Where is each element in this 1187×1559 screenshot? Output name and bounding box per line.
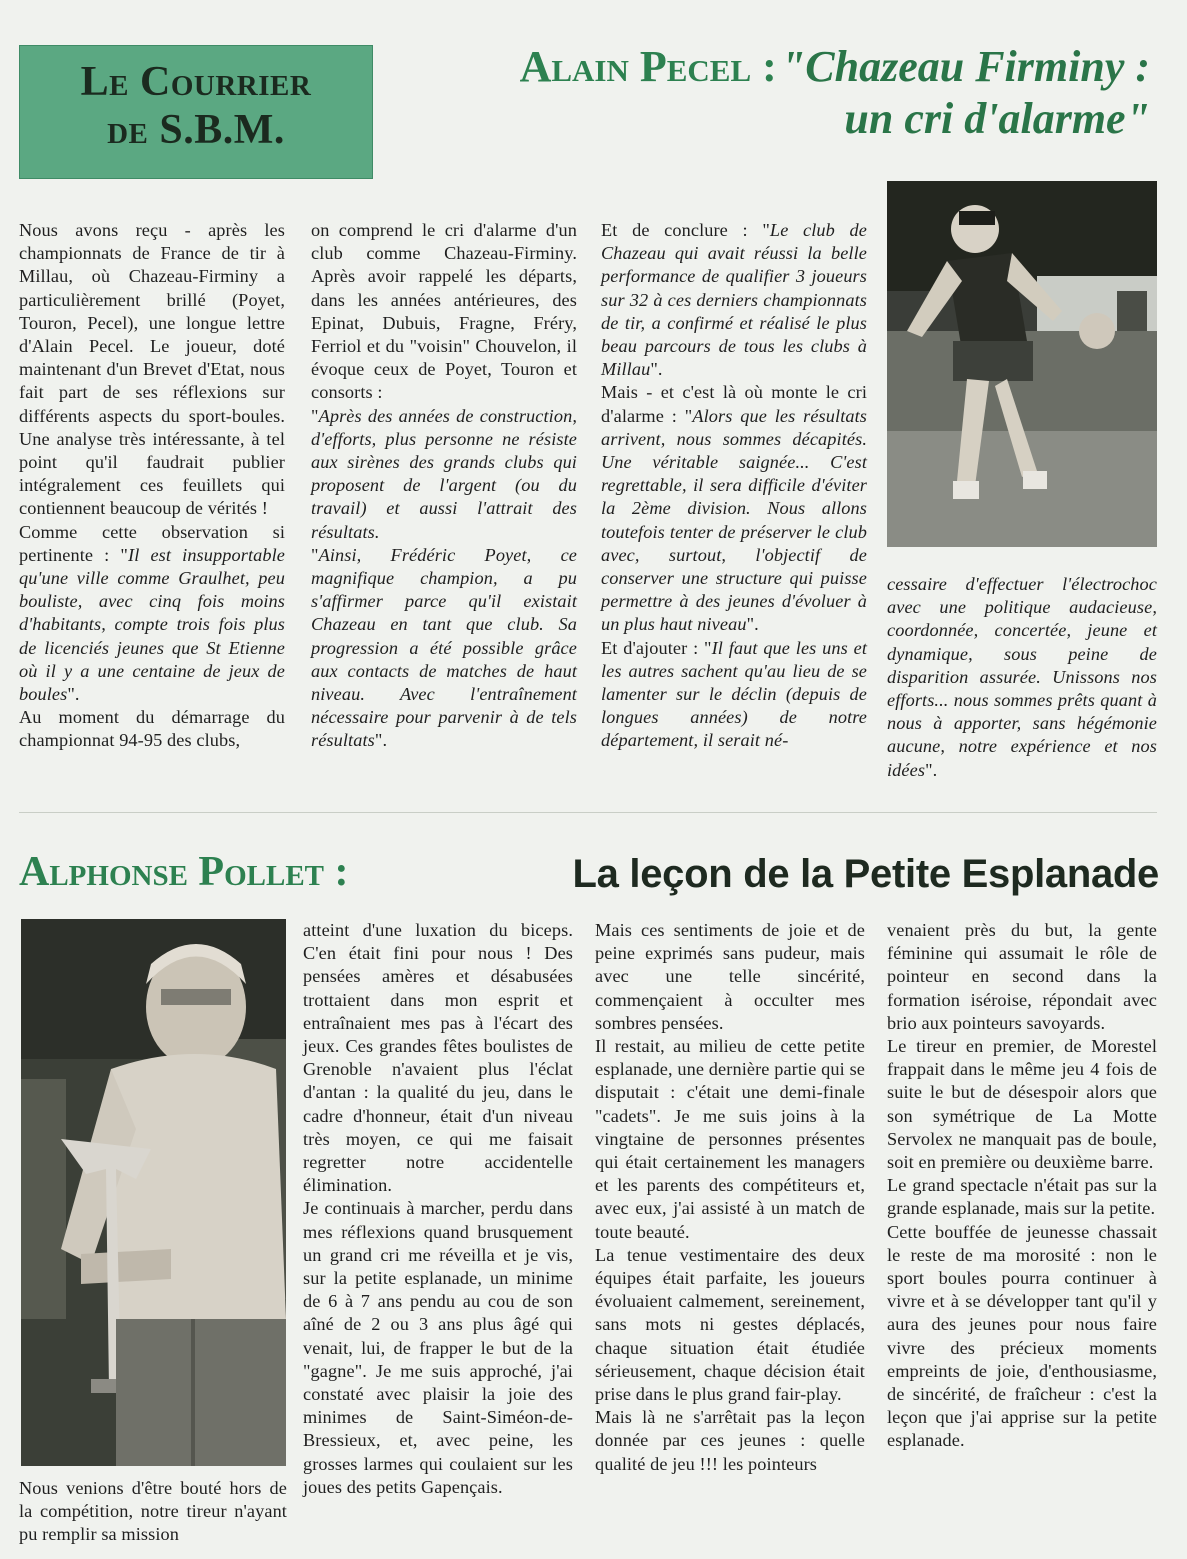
section-divider [19, 812, 1157, 813]
article2-author: Alphonse Pollet : [19, 849, 349, 895]
article1-title-line1: "Chazeau Firminy : [780, 42, 1150, 91]
paragraph: Mais là ne s'arrêtait pas la leçon donnée par ces jeunes : quelle qualité de jeu !!! les pointeurs [595, 1407, 865, 1474]
article1-title-line2: un cri d'alarme" [844, 94, 1150, 143]
article1-heading [410, 42, 1150, 144]
athlete-photo-image [887, 181, 1157, 547]
banner-line-1: Le Courrier [80, 59, 312, 105]
paragraph: Nous venions d'être bouté hors de la compétition, notre tireur n'ayant pu remplir sa mission [19, 1478, 287, 1545]
article2-heading [19, 848, 1159, 900]
article2-column-3 [595, 919, 865, 1476]
athlete-photo [887, 181, 1157, 547]
paragraph: Mais ces sentiments de joie et de peine exprimés sans pudeur, mais avec une telle sincérité, commençaient à occulter mes sombres pensées. [595, 920, 865, 1033]
banner-title [20, 58, 372, 154]
paragraph: on comprend le cri d'alarme d'un club comme Chazeau-Firminy. Après avoir rappelé les départs, dans les années antérieures, des Epinat, Dubuis, Fragne, Fréry, Ferriol et du "voisin" Chouvelon, il évoque ceux de Poyet, Touron et consorts : [311, 220, 577, 403]
paragraph: Cette bouffée de jeunesse chassait le reste de ma morosité : non le sport boules pourra continuer à vivre et à se développer tant qu'il y aura des jeunes pour nous faire vivre des précieux moments empreints de joie, d'enthousiasme, de sincérité, de fraîcheur : c'est la leçon que j'ai apprise sur la petite esplanade. [887, 1221, 1157, 1451]
section-banner [19, 45, 373, 179]
paragraph: Il restait, au milieu de cette petite esplanade, une dernière partie qui se disputait : c'était une demi-finale "cadets". Je me suis joins à la vingtaine de personnes présentes qui était certainement les managers et les parents des compétiteurs et, avec eux, j'ai assisté à un match de toute beauté. [595, 1036, 865, 1242]
article2-title: La leçon de la Petite Esplanade [572, 852, 1159, 896]
article1-column-3 [601, 219, 867, 753]
article1-author: Alain Pecel : [519, 42, 777, 91]
article2-column-1 [19, 1477, 287, 1547]
player-trophy-photo-image [21, 919, 286, 1466]
paragraph: atteint d'une luxation du biceps. C'en était fini pour nous ! Des pensées amères et désabusées trottaient dans mon esprit et entraînaient mes pas à l'écart des jeux. Ces grandes fêtes boulistes de Grenoble n'avaient plus l'éclat d'antan : la qualité du jeu, dans le cadre d'honneur, était d'un niveau très moyen, ce qui me faisait regretter notre accidentelle élimination. [303, 920, 573, 1196]
paragraph: Mais - et c'est là où monte le cri d'alarme : "Alors que les résultats arrivent, nous sommes décapités. Une véritable saignée... C'est regrettable, il sera difficile d'éviter la 2ème division. Nous allons toutefois tenter de préserver le club avec, surtout, l'objectif de conserver une structure qui puisse permettre à des jeunes d'évoluer à un plus haut niveau". [601, 382, 868, 635]
paragraph: cessaire d'effectuer l'électrochoc avec une politique audacieuse, coordonnée, concertée, jeune et dynamique, sous peine de disparition assurée. Unissons nos efforts... nous sommes prêts quant à nous à apporter, sans hégémonie aucune, notre expérience et nos idées". [887, 574, 1157, 780]
paragraph: La tenue vestimentaire des deux équipes était parfaite, les joueurs évoluaient calmement, sereinement, sans mots ni gestes déplacés, chaque situation était étudiée sérieusement, chaque décision était prise dans le plus grand fair-play. [595, 1244, 865, 1405]
article1-column-2 [311, 219, 577, 753]
paragraph: Comme cette observation si pertinente : "Il est insupportable qu'une ville comme Graulhet, peu bouliste, avec cinq fois moins d'habitants, compte trois fois plus de licenciés jeunes que St Etienne où il y a une centaine de jeux de boules". [19, 521, 285, 705]
banner-line-2: de S.B.M. [107, 107, 285, 153]
paragraph: Je continuais à marcher, perdu dans mes réflexions quand brusquement un grand cri me réveilla et je vis, sur la petite esplanade, un minime de 6 à 7 ans pendu au cou de son aîné de 2 ou 3 ans plus âgé qui venait, lui, de frapper le but de la "gagne". Je me suis approché, j'ai constaté avec plaisir la joie des minimes de Saint-Siméon-de-Bressieux, et, avec peine, les grosses larmes qui coulaient sur les joues des petits Gapençais. [303, 1198, 573, 1497]
article1-column-1 [19, 219, 285, 753]
player-trophy-photo [21, 919, 286, 1466]
paragraph: Et d'ajouter : "Il faut que les uns et les autres sachent qu'au lieu de se lamenter sur le déclin (depuis de longues années) de notre département, il serait né- [601, 637, 867, 751]
paragraph: "Ainsi, Frédéric Poyet, ce magnifique champion, a pu s'affirmer parce qu'il existait Chazeau en tant que club. Sa progression a été possible grâce aux contacts de matches de haut niveau. Avec l'entraînement nécessaire pour parvenir à de tels résultats". [311, 544, 577, 751]
paragraph: Le grand spectacle n'était pas sur la grande esplanade, mais sur la petite. [887, 1175, 1157, 1219]
paragraph: Nous avons reçu - après les championnats de France de tir à Millau, où Chazeau-Firminy a particulièrement brillé (Poyet, Touron, Pecel), une longue lettre d'Alain Pecel. Le joueur, doté maintenant d'un Brevet d'Etat, nous fait part de ses réflexions sur différents aspects du sport-boules. Une analyse très intéressante, à tel point qu'il faudrait publier intégralement ces feuillets qui contiennent beaucoup de vérités ! [19, 220, 285, 519]
paragraph: "Après des années de construction, d'efforts, plus personne ne résiste aux sirènes des grands clubs qui proposent de l'argent (ou du travail) et aussi l'attrait des résultats. [311, 405, 577, 542]
paragraph: Au moment du démarrage du championnat 94-95 des clubs, [19, 707, 285, 751]
paragraph: Le tireur en premier, de Morestel frappait dans le même jeu 4 fois de suite le but de désespoir alors que son symétrique de La Motte Servolex ne manquait pas de boule, soit en première ou deuxième barre. [887, 1036, 1157, 1173]
paragraph: venaient près du but, la gente féminine qui assumait le rôle de pointeur en second dans la formation iséroise, répondait avec brio aux pointeurs savoyards. [887, 920, 1157, 1033]
article2-column-2 [303, 919, 573, 1499]
article1-column-4 [887, 573, 1157, 782]
paragraph: Et de conclure : "Le club de Chazeau qui avait réussi la belle performance de qualifier 3 joueurs sur 32 à ces derniers championnats de tir, a confirmé et réalisé le plus beau parcours de tous les clubs à Millau". [601, 220, 867, 380]
article2-column-4 [887, 919, 1157, 1453]
